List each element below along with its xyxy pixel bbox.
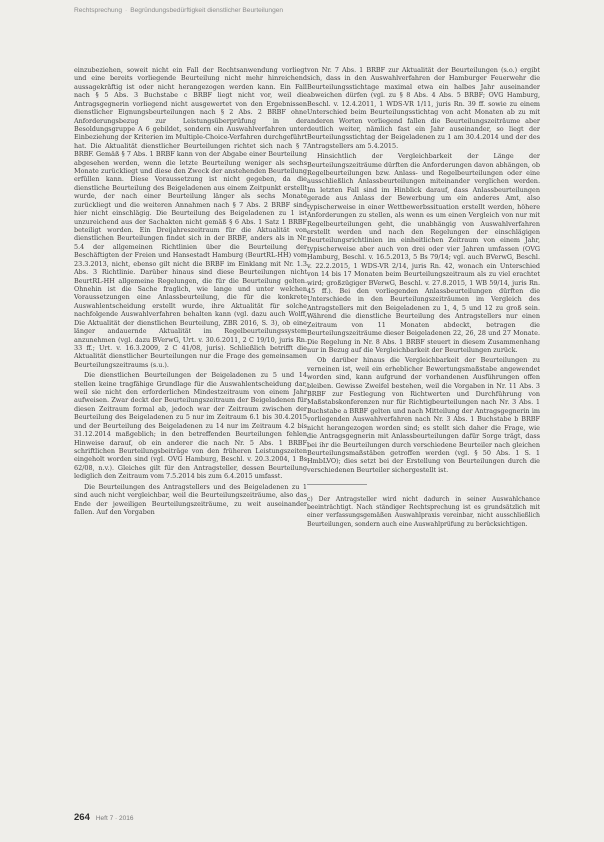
running-head (74, 7, 544, 14)
right-column (307, 66, 540, 529)
left-column (74, 66, 307, 516)
issue-label: Heft 7 · 2016 (95, 815, 134, 822)
left-paragraph-3: Die Beurteilungen des Antragstellers und des Beigeladenen zu 1 sind auch nicht vergleichbar, weil die Beurteilungszeiträume, also das Ende der jeweiligen Beurteilungszeiträume, zu weit auseinander fallen. Auf den Vorgaben (74, 482, 307, 516)
page-footer (74, 807, 133, 825)
left-paragraph-2: Die dienstlichen Beurteilungen der Beigeladenen zu 5 und 14 stellen keine tragfähige Grundlage für die Auswahlentscheidung dar, weil sie nicht den erforderlichen Mindestzeitraum von einem Jahr aufweisen. Zwar deckt der Beurteilungszeitraum der Beigeladenen für diesen Zeitraum formal ab, jedoch war der Zeitraum zwischen der Beurteilung des Beigeladenen zu 5 nur im Zeitraum 6.1 bis 30.4.2015 und der Beurteilung des Beigeladenen zu 14 nur im Zeitraum 4.2 bis 31.12.2014 maßgeblich; in den betreffenden Beurteilungen fehlen Hinweise darauf, ob ein anderer die nach Nr. 5 Abs. 1 BRBF schriftlichen Beurteilungsbeiträge von den früheren Leistungszeiten eingeholt worden sind (vgl. OVG Hamburg, Beschl. v. 20.3.2004, 1 Bs 62/08, n.v.). Gleiches gilt für den Antragsteller, dessen Beurteilung lediglich den Zeitraum vom 7.5.2014 bis zum 6.4.2015 umfasst. (74, 371, 307, 481)
running-head-section: Rechtsprechung (74, 7, 123, 14)
right-paragraph-3: Ob darüber hinaus die Vergleichbarkeit der Beurteilungen zu verneinen ist, weil ein erheblicher Bewertungsmaßstabe angewendet worden sind, kann aufgrund der vorhandenen Ausführungen offen bleiben. Gewisse Zweifel bestehen, weil die Vorgaben in Nr. 11 Abs. 3 BRBF zur Festlegung von Richtwerten und Durchführung von Maßstabskonferenzen nur für Richtigbeurteilungen nach Nr. 3 Abs. 1 Buchstabe a BRBF gelten und nach Mitteilung der Antragsgegnerin im vorliegenden Auswahlverfahren nach Nr. 3 Abs. 1 Buchstabe b BRBF nicht herangezogen worden sind; es stellt sich daher die Frage, wie die Antragsgegnerin mit Anlassbeurteilungen dafür Sorge trägt, dass bei ihr die Beurteilungen durch verschiedene Beurteiler nach gleichen Beurteilungsmaßstäben getroffen werden (vgl. § 50 Abs. 1 S. 1 HmbLVO); dies setzt bei der Erstellung von Beurteilungen durch die verschiedenen Beurteiler sichergestellt ist. (307, 356, 540, 474)
footnote-paragraph: c) Der Antragsteller wird nicht dadurch in seiner Auswahlchance beeinträchtigt. Nach ständiger Rechtsprechung ist es grundsätzlich mit einer verfassungsgemäßen Auswahlpraxis vereinbar, nicht ausschließlich Beurteilungen, sondern auch eine Auswahlprüfung zu berücksichtigen. (307, 496, 540, 528)
right-paragraph-1: von Nr. 7 Abs. 1 BRBF zur Aktualität der Beurteilungen (s.o.) ergibt sich, dass in den Auswahlverfahren der Hamburger Feuerwehr die Beurteilungsstichtage maximal etwa ein halbes Jahr auseinander abweichen dürfen (vgl. zu § 8 Abs. 4 Abs. 5 BRBF; OVG Hamburg, Beschl. v. 12.4.2011, 1 WDS-VR 1/11, juris Rn. 39 ff. sowie zu einem Unterschied beim Beurteilungsstichtag von acht Monaten ab zu mit anderen Worten vorliegend fallen die Beurteilungszeiträume aber deutlich weiter, nämlich fast ein Jahr auseinander, so liegt der Beurteilungsstichtag der Beigeladenen zu 1 am 30.4.2014 und der des Antragstellers am 5.4.2015. (307, 66, 540, 150)
page-number: 264 (74, 812, 90, 823)
right-paragraph-2: Hinsichtlich der Vergleichbarkeit der Länge der Beurteilungszeiträume dürften die Anforderungen davon abhängen, ob Regelbeurteilungen bzw. Anlass- und Regelbeurteilungen oder eine ausschließlich Anlassbeurteilungen miteinander verglichen werden. Im letzten Fall sind im Hinblick darauf, dass Anlassbeurteilungen gerade aus Anlass der Bewerbung um ein anderes Amt, also typischerweise in einer Wettbewerbssituation erstellt werden, höhere Anforderungen zu stellen, als wenn es um einen Vergleich von nur mit Regelbeurteilungen geht, die unabhängig von Auswahlverfahren erstellt werden und nach den Regelungen der einschlägigen Beurteilungsrichtlinien im einheitlichen Zeitraum von einem Jahr, typischerweise aber auch von drei oder vier Jahren umfassen (OVG Hamburg, Beschl. v. 16.5.2013, 5 Bs 79/14; vgl. auch BVerwG, Beschl. v. 22.2.2015, 1 WDS-VR 2/14, juris Rn. 42, wonach ein Unterschied von 14 bis 17 Monaten beim Beurteilungszeitraum als zu viel erachtet wird; großzügiger BVerwG, Beschl. v. 27.8.2015, 1 WB 59/14, juris Rn. 45 ff.). Bei den vorliegenden Anlassbeurteilungen dürften die Unterschiede in den Beurteilungszeiträumen im Vergleich des Antragstellers mit den Beigeladenen zu 1, 4, 5 und 12 zu groß sein. Während die dienstliche Beurteilung des Antragstellers nur einen Zeitraum von 11 Monaten abdeckt, betragen die Beurteilungszeiträume dieser Beigeladenen 22, 26, 28 und 27 Monate. Die Regelung in Nr. 8 Abs. 1 BRBF steuert in diesem Zusammenhang nur in Bezug auf die Vergleichbarkeit der Beurteilungen zurück. (307, 152, 540, 354)
running-head-separator: · (125, 7, 128, 14)
left-paragraph-1: einzubeziehen, soweit nicht ein Fall der Rechtsanwendung vorliegt und eine bereits vorliegende Beurteilung nicht mehr hinreichend aussagekräftig ist oder nicht herangezogen werden kann. Ein Fall nach § 5 Abs. 3 Buchstabe c BRBF liegt nicht vor, weil die Antragsgegnerin vorliegend nicht ausgewertet von den Ergebnissen dienstlicher Eignungsbeurteilungen nach § 2 Abs. 2 BRBF ohne Anforderungsbezug zur Leistungsüberprüfung in der Besoldungsgruppe A 6 gebildet, sondern ein Auswahlverfahren unter Einbeziehung der Kriterien im Multiple-Choice-Verfahren durchgeführt hat. Die Aktualität dienstlicher Beurteilungen richtet sich nach § 7 BRBF. Gemäß § 7 Abs. 1 BRBF kann von der Abgabe einer Beurteilung abgesehen werden, wenn die letzte Beurteilung weniger als sechs Monate zurückliegt und diese den Zweck der anstehenden Beurteilung erfüllen kann. Diese Voraussetzung ist nicht gegeben, da die dienstliche Beurteilung des Beigeladenen aus einem Zeitpunkt erstellt wurde, der nach einer Beurteilung länger als sechs Monate zurückliegt und die weiteren Annahmen nach § 7 Abs. 2 BRBF sind hier nicht einschlägig. Die Beurteilung des Beigeladenen zu 1 ist unzureichend aus der Sachakten nicht gemäß § 6 Abs. 1 Satz 1 BRBF beteiligt worden. Ein Dreijahreszeitraum für die Aktualität von dienstlichen Beurteilungen findet sich in der BRBF, anders als in Nr. 5.4 der allgemeinen Richtlinien über die Beurteilung der Beschäftigten der Freien und Hansestadt Hamburg (BeurtRL-HH) vom 23.3.2013, nicht, ebenso gilt nicht die BRBF im Einklang mit Nr. 1.3 Abs. 3 Richtlinie. Darüber hinaus sind diese Beurteilungen nicht BeurtRL-HH allgemeine Regelungen, die für die Beurteilung gelten. Ohnehin ist die Sache fraglich, wie lange und unter welchen Voraussetzungen eine Anlassbeurteilung, die für die konkrete Auswahlentscheidung erstellt wurde, ihre Aktualität für solche nachfolgende Auswahlverfahren behalten kann (vgl. dazu auch Wolff, Die Aktualität der dienstlichen Beurteilung, ZBR 2016, S. 3), ob eine länger andauernde Aktualität im Regelbeurteilungssystem anzunehmen (vgl. dazu BVerwG, Urt. v. 30.6.2011, 2 C 19/10, juris Rn. 33 ff.; Urt. v. 16.3.2009, 2 C 41/08, juris). Schließlich betrifft die Aktualität dienstlicher Beurteilungen nur die Frage des gemeinsamen Beurteilungszeitraums (s.u.). (74, 66, 307, 369)
running-head-title: Begründungsbedürftigkeit dienstlicher Beurteilungen (130, 7, 284, 14)
footnote-divider (307, 484, 367, 485)
